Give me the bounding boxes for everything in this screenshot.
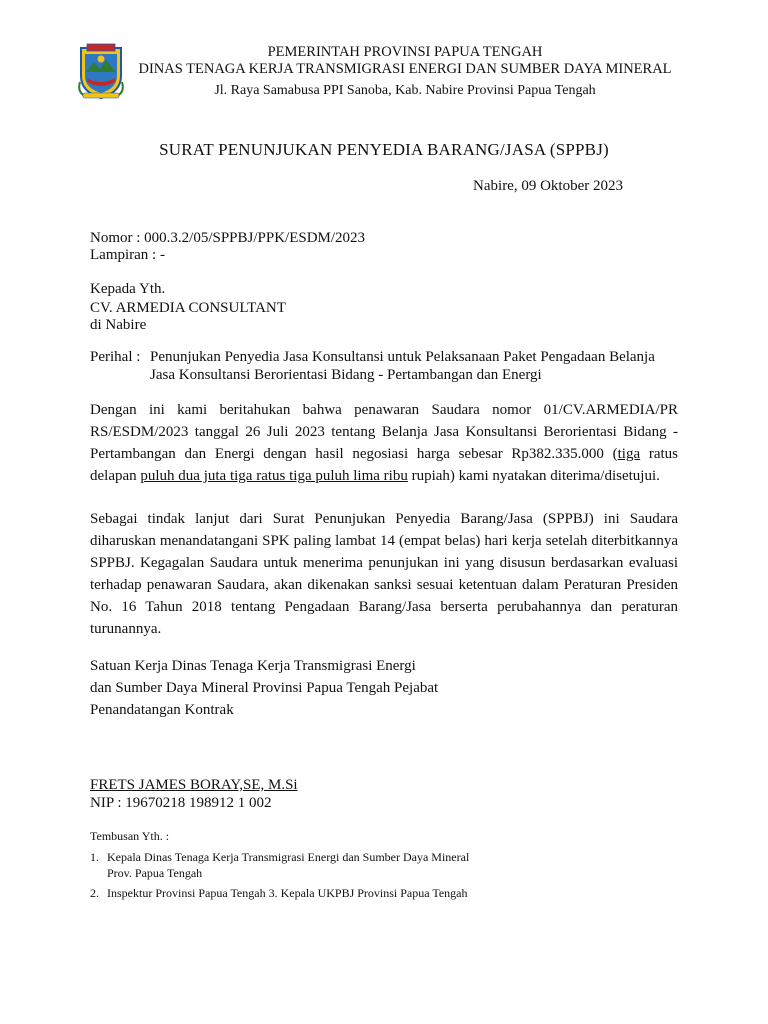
- letter-number: Nomor : 000.3.2/05/SPPBJ/PPK/ESDM/2023: [90, 230, 366, 246]
- attachment-line: Lampiran : -: [90, 247, 165, 263]
- list-item-text-cont: Prov. Papua Tengah: [107, 866, 203, 880]
- carbon-copy-heading: Tembusan Yth. :: [90, 829, 170, 843]
- agency-name: DINAS TENAGA KERJA TRANSMIGRASI ENERGI DAN SUMBER DAYA MINERAL: [138, 61, 672, 77]
- work-unit-line1: Satuan Kerja Dinas Tenaga Kerja Transmigrasi Energi: [90, 658, 416, 674]
- addressee-block: [90, 281, 678, 334]
- addressee-place: di Nabire: [90, 317, 147, 333]
- work-unit-line2: dan Sumber Daya Mineral Provinsi Papua Tengah Pejabat: [90, 680, 439, 696]
- letterhead: [135, 44, 675, 99]
- list-item: [90, 849, 520, 881]
- signatory-nip: NIP : 19670218 198912 1 002: [90, 795, 272, 811]
- subject-block: [90, 348, 678, 384]
- subject-line2: Jasa Konsultansi Berorientasi Bidang - Pertambangan dan Energi: [150, 367, 542, 383]
- signatory-name: FRETS JAMES BORAY,SE, M.Si: [90, 777, 298, 793]
- list-item-number: 2.: [90, 886, 99, 900]
- addressee-name: CV. ARMEDIA CONSULTANT: [90, 300, 286, 316]
- letter-title: SURAT PENUNJUKAN PENYEDIA BARANG/JASA (SPPBJ): [159, 140, 609, 159]
- reference-block: [90, 230, 678, 264]
- government-name: PEMERINTAH PROVINSI PAPUA TENGAH: [267, 44, 543, 60]
- list-item: [90, 885, 520, 901]
- work-unit-block: [90, 655, 510, 721]
- list-item-text: Kepala Dinas Tenaga Kerja Transmigrasi Energi dan Sumber Daya Mineral: [107, 850, 470, 864]
- subject-label: Perihal :: [90, 349, 141, 365]
- body-paragraph-1: [90, 399, 678, 487]
- list-item-number: 1.: [90, 850, 99, 864]
- carbon-copy-list: [90, 849, 520, 901]
- addressee-salutation: Kepada Yth.: [90, 281, 166, 297]
- letter-date: Nabire, 09 Oktober 2023: [473, 178, 623, 194]
- paragraph1-text: Dengan ini kami beritahukan bahwa penawaran Saudara nomor 01/CV.ARMEDIA/PR RS/ESDM/2023 tanggal 26 Juli 2023 tentang Belanja Jasa Konsultansi Berorientasi Bidang - Pertambangan dan Energi dengan hasil negosiasi harga sebesar Rp382.335.000 (: [90, 402, 678, 462]
- subject-line1: Penunjukan Penyedia Jasa Konsultansi untuk Pelaksanaan Paket Pengadaan Belanja: [150, 349, 655, 365]
- paragraph1-text-end: rupiah) kami nyatakan diterima/disetujui.: [407, 468, 660, 484]
- list-item-text: Inspektur Provinsi Papua Tengah 3. Kepala UKPBJ Provinsi Papua Tengah: [107, 886, 468, 900]
- province-emblem-logo: [77, 42, 125, 100]
- agency-address: Jl. Raya Samabusa PPI Sanoba, Kab. Nabire Provinsi Papua Tengah: [214, 83, 596, 98]
- paragraph1-text-mid: ratus delapan: [90, 446, 678, 484]
- amount-words-underlined-2: puluh dua juta tiga ratus tiga puluh lima ribu: [140, 468, 408, 484]
- body-paragraph-2: Sebagai tindak lanjut dari Surat Penunjukan Penyedia Barang/Jasa (SPPBJ) ini Saudara diharuskan menandatangani SPK paling lambat 14 (empat belas) hari kerja setelah diterbitkannya SPPBJ. Kegagalan Saudara untuk menerima penunjukan ini yang disusun berdasarkan evaluasi terhadap penawaran Saudara, akan dikenakan sanksi sesuai ketentuan dalam Peraturan Presiden No. 16 Tahun 2018 tentang Pengadaan Barang/Jasa berserta perubahannya dan peraturan turunannya.: [90, 511, 678, 637]
- amount-words-underlined-1: tiga: [617, 446, 641, 462]
- carbon-copy-block: [90, 828, 520, 905]
- work-unit-line3: Penandatangan Kontrak: [90, 702, 234, 718]
- signatory-block: [90, 776, 298, 812]
